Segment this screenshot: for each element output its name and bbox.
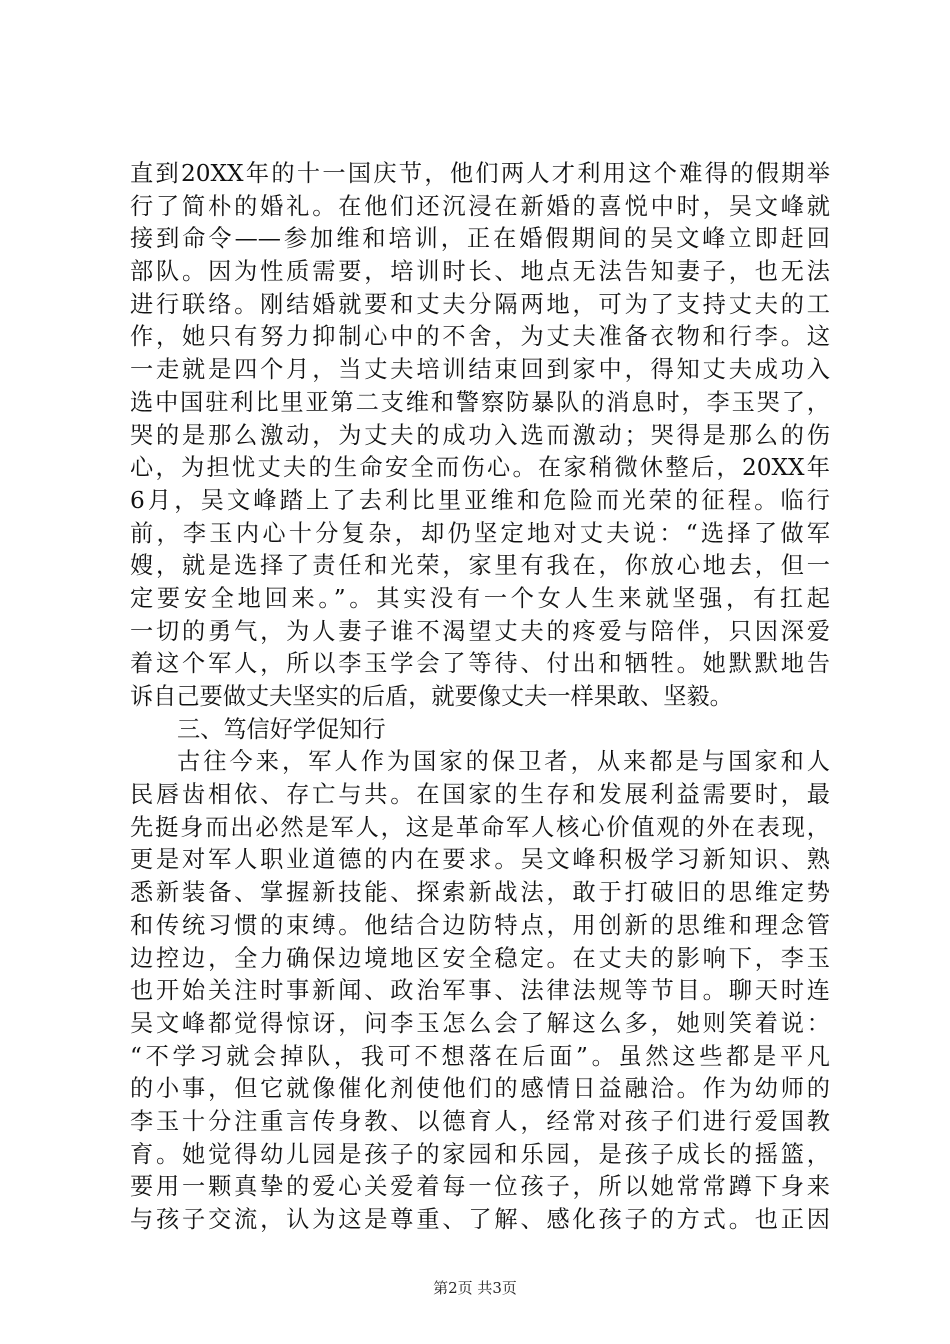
section-line: 先挺身而出必然是军人，这是革命军人核心价值观的外在表现，	[130, 813, 830, 841]
page-footer	[0, 1278, 950, 1298]
paragraph-line-last: 诉自己要做丈夫坚实的后盾，就要像丈夫一样果敢、坚毅。	[130, 683, 733, 710]
paragraph-line: 行了简朴的婚礼。在他们还沉浸在新婚的喜悦中时，吴文峰就	[130, 192, 830, 220]
section-line: “不学习就会掉队，我可不想落在后面”。虽然这些都是平凡	[130, 1042, 830, 1070]
paragraph-line: 作，她只有努力抑制心中的不舍，为丈夫准备衣物和行李。这	[130, 323, 830, 351]
paragraph-line: 一切的勇气，为人妻子谁不渴望丈夫的疼爱与陪伴，只因深爱	[130, 617, 830, 645]
section-line: 更是对军人职业道德的内在要求。吴文峰积极学习新知识、熟	[130, 846, 830, 874]
paragraph-line: 部队。因为性质需要，培训时长、地点无法告知妻子，也无法	[130, 258, 830, 286]
section-line: 要用一颗真挚的爱心关爱着每一位孩子，所以她常常蹲下身来	[130, 1173, 830, 1201]
paragraph-line: 嫂，就是选择了责任和光荣，家里有我在，你放心地去，但一	[130, 552, 830, 580]
section-line: 吴文峰都觉得惊讶，问李玉怎么会了解这么多，她则笑着说：	[130, 1009, 830, 1037]
page-number-label: 第2页 共3页	[433, 1279, 517, 1297]
paragraph-line: 心，为担忧丈夫的生命安全而伤心。在家稍微休整后，20XX年	[130, 454, 830, 482]
paragraph-line: 前，李玉内心十分复杂，却仍坚定地对丈夫说：“选择了做军	[130, 519, 830, 547]
paragraph-line: 定要安全地回来。”。其实没有一个女人生来就坚强，有扛起	[130, 584, 830, 612]
section-line: 李玉十分注重言传身教、以德育人，经常对孩子们进行爱国教	[130, 1107, 830, 1135]
section-heading: 三、笃信好学促知行	[177, 715, 386, 743]
paragraph-line: 选中国驻利比里亚第二支维和警察防暴队的消息时，李玉哭了，	[130, 388, 830, 416]
section-line-first: 古往今来，军人作为国家的保卫者，从来都是与国家和人	[177, 748, 830, 776]
section-line: 和传统习惯的束缚。他结合边防特点，用创新的思维和理念管	[130, 911, 830, 939]
paragraph-line: 6月，吴文峰踏上了去利比里亚维和危险而光荣的征程。临行	[130, 486, 830, 514]
paragraph-line: 一走就是四个月，当丈夫培训结束回到家中，得知丈夫成功入	[130, 356, 830, 384]
document-body	[130, 158, 830, 1237]
paragraph-line: 着这个军人，所以李玉学会了等待、付出和牺牲。她默默地告	[130, 650, 830, 678]
section-line: 的小事，但它就像催化剂使他们的感情日益融洽。作为幼师的	[130, 1075, 830, 1103]
section-line: 与孩子交流，认为这是尊重、了解、感化孩子的方式。也正因	[130, 1206, 830, 1233]
section-line: 边控边，全力确保边境地区安全稳定。在丈夫的影响下，李玉	[130, 944, 830, 972]
paragraph-line: 哭的是那么激动，为丈夫的成功入选而激动；哭得是那么的伤	[130, 421, 830, 449]
paragraph-line: 进行联络。刚结婚就要和丈夫分隔两地，可为了支持丈夫的工	[130, 290, 830, 318]
section-line: 也开始关注时事新闻、政治军事、法律法规等节目。聊天时连	[130, 977, 830, 1005]
paragraph-line: 接到命令——参加维和培训，正在婚假期间的吴文峰立即赶回	[130, 225, 830, 253]
section-line: 民唇齿相依、存亡与共。在国家的生存和发展利益需要时，最	[130, 781, 830, 809]
section-line: 悉新装备、掌握新技能、探索新战法，敢于打破旧的思维定势	[130, 879, 830, 907]
section-line: 育。她觉得幼儿园是孩子的家园和乐园，是孩子成长的摇篮，	[130, 1140, 830, 1168]
paragraph-line: 直到20XX年的十一国庆节，他们两人才利用这个难得的假期举	[130, 160, 830, 187]
